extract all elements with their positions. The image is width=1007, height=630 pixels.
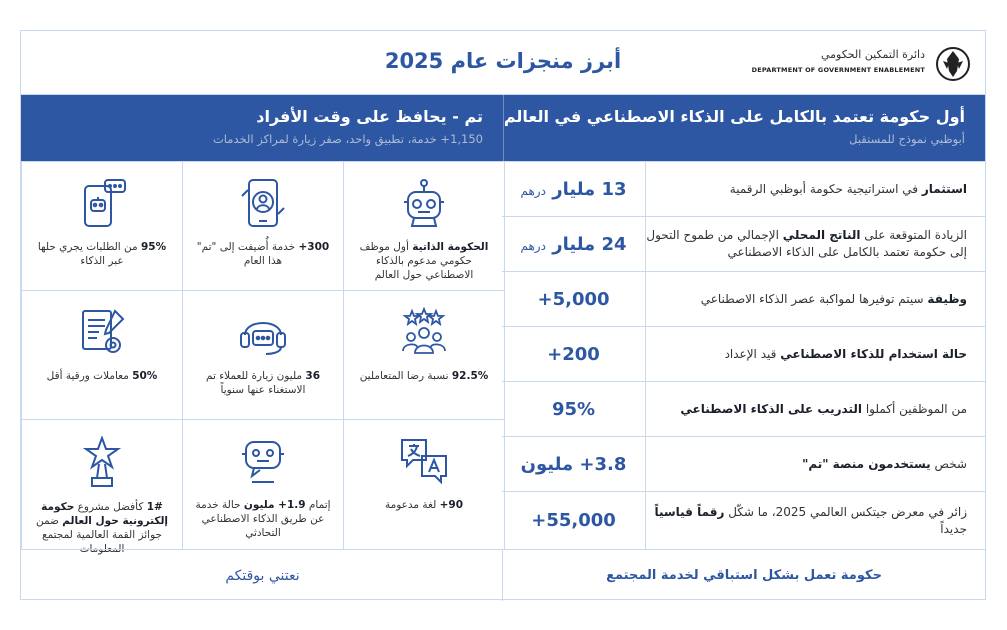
cell-bold: 1#: [146, 501, 163, 513]
cell-text: [354, 498, 494, 512]
cell-text: [32, 369, 172, 383]
cell-bold: 36: [305, 370, 321, 382]
star-rating-users-icon: [399, 307, 449, 357]
cell-text: [354, 240, 494, 282]
cell-desc: نسبة رضا المتعاملين: [359, 370, 452, 382]
stat-bold: التدريب على الذكاء الاصطناعي: [680, 401, 862, 416]
stat-text: قيد الإعداد: [724, 346, 781, 361]
stat-pre: زائر في معرض جيتكس العالمي 2025، ما شكّل: [724, 504, 967, 519]
left-header-band: [21, 95, 504, 161]
cell-text: [32, 240, 172, 268]
grid-cell: [343, 290, 504, 419]
stat-description: [645, 327, 985, 381]
stat-row: [502, 271, 985, 326]
grid-cell: [343, 419, 504, 549]
stat-value: [502, 234, 645, 255]
stat-text: جديداً: [940, 521, 967, 536]
stat-unit: درهم: [520, 183, 546, 198]
stat-pre: شخص: [930, 456, 967, 471]
stat-number: 24 مليار: [552, 233, 627, 255]
stat-bold: رقماً قياسياً: [654, 504, 725, 519]
stat-text: في استراتيجية حكومة أبوظبي الرقمية: [729, 181, 922, 196]
headset-chat-icon: [238, 307, 288, 357]
phone-user-icon: [240, 178, 286, 228]
footer-left: نعتني بوقتكم: [21, 549, 504, 601]
cell-desc: لغة مدعومة: [384, 499, 440, 511]
grid-cell: [21, 161, 182, 290]
stat-bold: وظيفة: [927, 291, 967, 306]
stat-row: [502, 326, 985, 381]
robot-head-icon: [401, 178, 447, 228]
grid-cell: [182, 161, 343, 290]
cell-text: [193, 240, 333, 268]
stat-value: [502, 289, 645, 310]
cell-bold-2: حكومة إلكترونية حول العالم: [41, 501, 169, 527]
logo-english: DEPARTMENT OF GOVERNMENT ENABLEMENT: [751, 66, 925, 74]
right-header-band: [502, 95, 985, 161]
left-header-subtitle: 1,150+ خدمة، تطبيق واحد، صفر زيارة لمراكز الخدمات: [212, 132, 483, 146]
stat-pre: الزيادة المتوقعة على: [860, 228, 967, 242]
stat-number: 13 مليار: [552, 178, 627, 200]
stats-list: [502, 161, 985, 549]
cell-desc: حالة خدمة عن طريق الذكاء الاصطناعي التحادثي: [195, 499, 325, 539]
stat-value: [502, 344, 645, 365]
star-trophy-icon: [82, 436, 122, 488]
achievements-grid: [21, 161, 505, 555]
stat-value: [502, 510, 645, 531]
grid-cell: [343, 161, 504, 290]
stat-number: 200+: [547, 343, 600, 365]
stat-description: [645, 492, 985, 549]
grid-cell: [21, 290, 182, 419]
right-header-title: أول حكومة تعتمد بالكامل على الذكاء الاصطناعي في العالم: [503, 107, 965, 126]
cell-bold: 1.9+ مليون: [243, 499, 306, 511]
stat-text: الإجمالي من طموح التحول إلى حكومة تعتمد بالكامل على الذكاء الاصطناعي: [646, 228, 967, 259]
chat-bot-phone-icon: [77, 178, 127, 228]
chatbot-icon: [240, 436, 286, 486]
stat-value: [502, 179, 645, 200]
stat-bold: حالة استخدام للذكاء الاصطناعي: [780, 346, 967, 361]
cell-text: [193, 498, 333, 540]
stat-number: 55,000+: [531, 510, 616, 531]
cell-desc: مليون زيارة للعملاء تم الاستغناء عنها سنوياً: [205, 370, 306, 396]
cell-bold: 50%: [132, 370, 158, 382]
logo-arabic: دائرة التمكين الحكومي: [820, 48, 925, 61]
cell-pre: إتمام: [305, 499, 331, 511]
cell-desc: أول موظف حكومي مدعوم بالذكاء الاصطناعي حول العالم: [359, 241, 474, 281]
stat-unit: درهم: [520, 238, 546, 253]
cell-desc: من الطلبات يجري حلها عبر الذكاء: [37, 241, 141, 267]
cell-bold: 300+: [298, 241, 330, 253]
stat-row: [502, 491, 985, 549]
stat-row: [502, 161, 985, 216]
stat-description: [645, 272, 985, 326]
cell-desc: خدمة أُضيفت إلى "تم" هذا العام: [196, 241, 299, 267]
stat-text: سيتم توفيرها لمواكبة عصر الذكاء الاصطناعي: [700, 291, 928, 306]
cell-text: [354, 369, 494, 383]
grid-cell: [182, 419, 343, 549]
top-bar: [21, 31, 985, 95]
stat-pre: من الموظفين أكملوا: [862, 401, 967, 416]
stat-description: [645, 382, 985, 436]
document-gear-icon: [77, 307, 127, 357]
stat-value: [502, 399, 645, 420]
cell-bold: 95%: [141, 241, 167, 253]
stat-bold: يستخدمون منصة "تم": [802, 456, 931, 471]
stat-value: [502, 454, 645, 475]
grid-cell: [21, 419, 182, 555]
stat-bold: استثمار: [921, 181, 967, 196]
stat-number: 95%: [551, 398, 596, 420]
page-title: أبرز منجزات عام 2025: [384, 49, 622, 73]
cell-desc-2: ضمن جوائز القمة العالمية لمجتمع المعلومات: [35, 515, 162, 555]
cell-desc: معاملات ورقية أقل: [46, 370, 133, 382]
stat-number: 5,000+: [537, 288, 610, 310]
stat-row: [502, 216, 985, 271]
cell-bold: 90+: [439, 499, 464, 511]
cell-bold: 92.5%: [451, 370, 489, 382]
right-header-subtitle: أبوظبي نموذج للمستقبل: [849, 132, 965, 146]
stat-description: [645, 162, 985, 216]
falcon-emblem-icon: [935, 45, 971, 83]
cell-text: [193, 369, 333, 397]
stat-description: [645, 217, 985, 271]
stat-row: [502, 381, 985, 436]
stat-description: [645, 437, 985, 491]
cell-text: [32, 500, 172, 556]
grid-cell: [182, 290, 343, 419]
stat-row: [502, 436, 985, 491]
left-header-title: تم - يحافظ على وقت الأفراد: [256, 107, 483, 126]
footer-right: حكومة تعمل بشكل استباقي لخدمة المجتمع: [502, 549, 985, 601]
cell-desc: كأفضل مشروع: [74, 501, 147, 513]
logo: [751, 43, 971, 85]
translate-bubbles-icon: [399, 436, 449, 486]
cell-bold: الحكومة الذاتية: [412, 241, 489, 253]
stat-bold: الناتج المحلي: [782, 228, 861, 242]
infographic-frame: [20, 30, 986, 600]
stat-number: 3.8+ مليون: [520, 453, 627, 475]
